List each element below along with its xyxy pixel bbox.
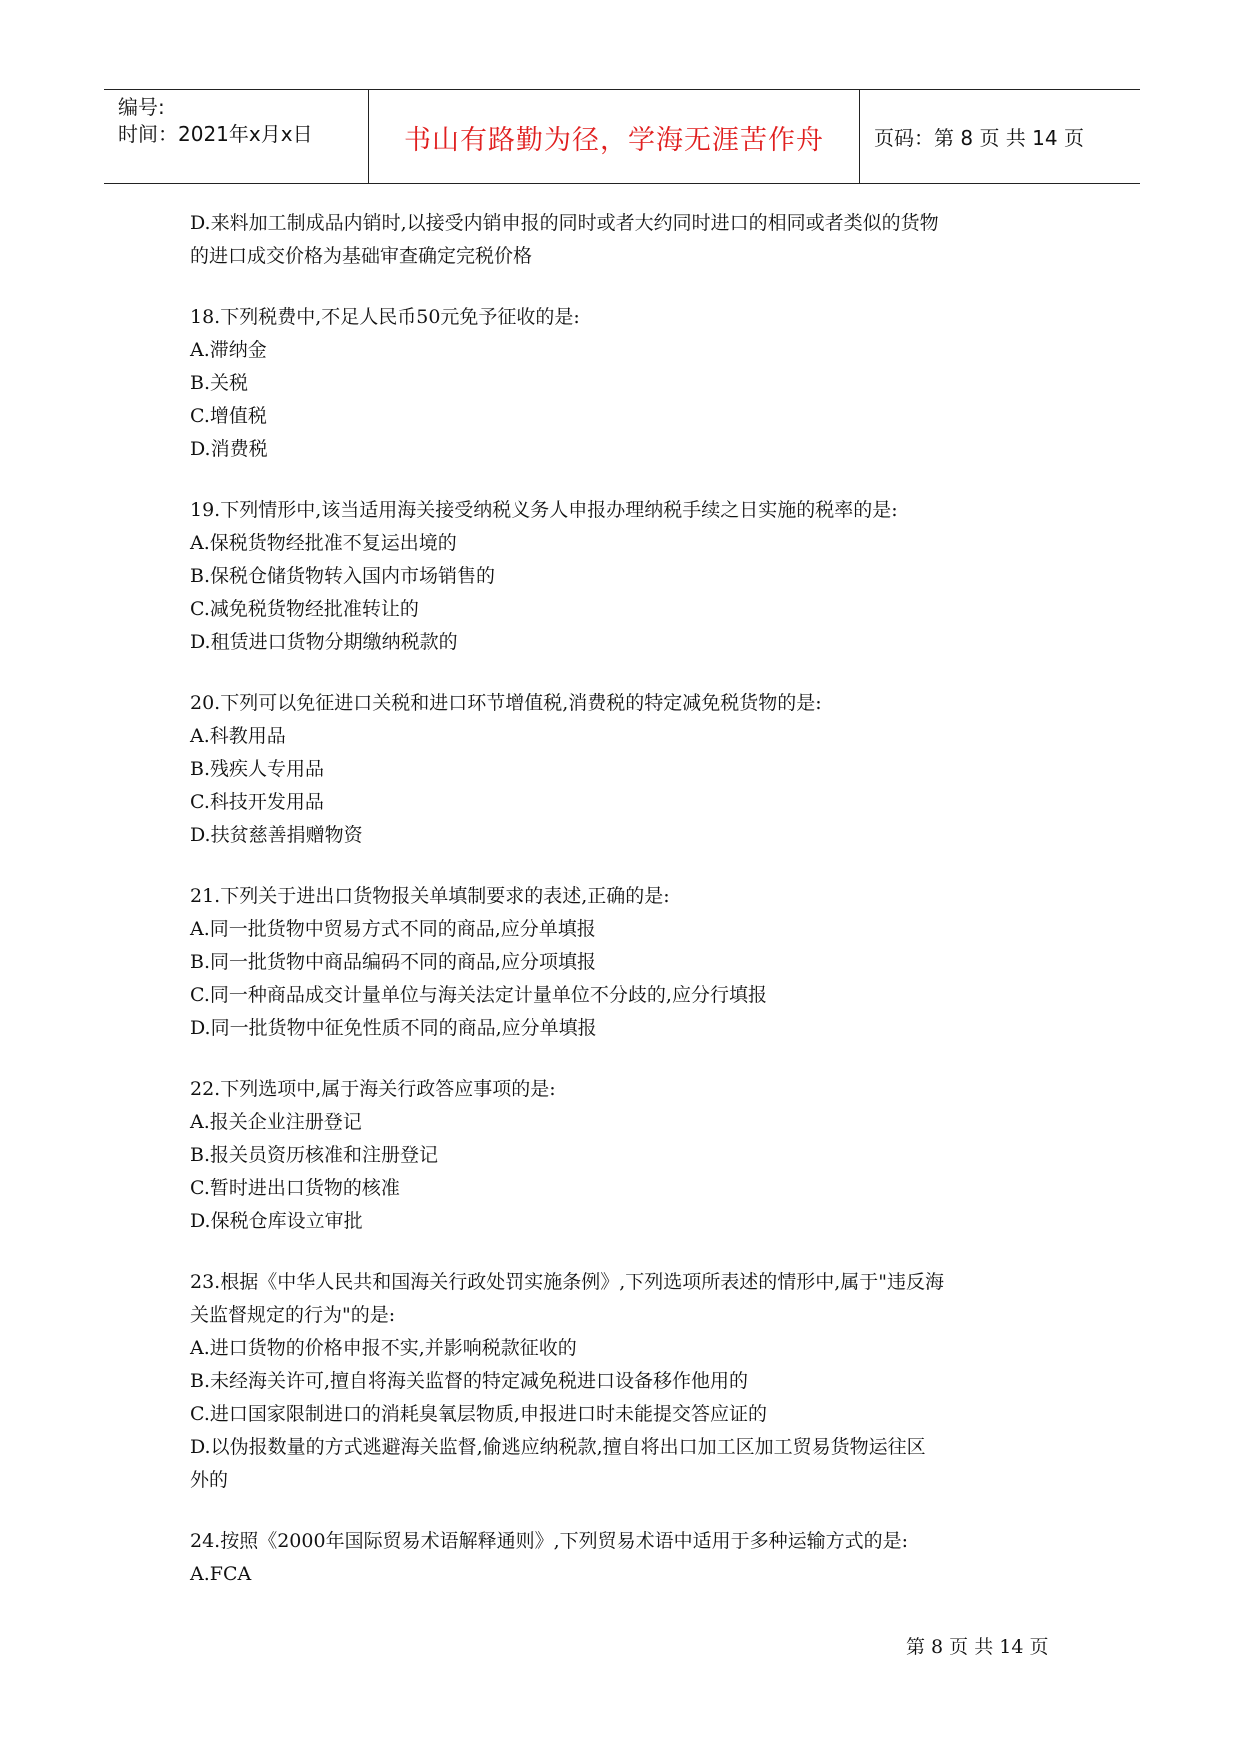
q24-stem: 24.按照《2000年国际贸易术语解释通则》,下列贸易术语中适用于多种运输方式的是: — [190, 1530, 909, 1552]
q22-option-c: C.暂时进出口货物的核准 — [190, 1177, 400, 1199]
q22-option-b: B.报关员资历核准和注册登记 — [190, 1144, 439, 1166]
q23-stem-line2: 关监督规定的行为"的是: — [190, 1304, 396, 1326]
q18-option-b: B.关税 — [190, 372, 249, 394]
q22-option-a: A.报关企业注册登记 — [190, 1111, 362, 1133]
q21-option-b: B.同一批货物中商品编码不同的商品,应分项填报 — [190, 951, 597, 973]
header-meta — [118, 90, 368, 187]
document-number-label: 编号: — [118, 95, 165, 119]
q21-option-c: C.同一种商品成交计量单位与海关法定计量单位不分歧的,应分行填报 — [190, 984, 767, 1006]
q23-option-a: A.进口货物的价格申报不实,并影响税款征收的 — [190, 1337, 577, 1359]
document-time-label: 时间：2021年x月x日 — [118, 122, 313, 146]
footer-page-number: 第 8 页 共 14 页 — [906, 1636, 1049, 1658]
q18-option-d: D.消费税 — [190, 438, 268, 460]
q23-option-b: B.未经海关许可,擅自将海关监督的特定减免税进口设备移作他用的 — [190, 1370, 749, 1392]
q23-option-d-line2: 外的 — [190, 1469, 229, 1491]
q18-option-c: C.增值税 — [190, 405, 267, 427]
header-page-info — [874, 90, 1140, 183]
q20-option-a: A.科教用品 — [190, 725, 286, 747]
q20-stem: 20.下列可以免征进口关税和进口环节增值税,消费税的特定减免税货物的是: — [190, 692, 822, 714]
q17-option-d-line2: 的进口成交价格为基础审查确定完税价格 — [190, 245, 533, 267]
header-motto: 书山有路勤为径，学海无涯苦作舟 — [404, 125, 824, 156]
q21-option-a: A.同一批货物中贸易方式不同的商品,应分单填报 — [190, 918, 596, 940]
page-header — [104, 89, 1140, 184]
q22-stem: 22.下列选项中,属于海关行政答应事项的是: — [190, 1078, 556, 1100]
q20-option-b: B.残疾人专用品 — [190, 758, 325, 780]
q21-option-d: D.同一批货物中征免性质不同的商品,应分单填报 — [190, 1017, 597, 1039]
q23-stem-line1: 23.根据《中华人民共和国海关行政处罚实施条例》,下列选项所表述的情形中,属于"违反海 — [190, 1271, 945, 1293]
q22-option-d: D.保税仓库设立审批 — [190, 1210, 363, 1232]
q17-option-d-line1: D.来料加工制成品内销时,以接受内销申报的同时或者大约同时进口的相同或者类似的货物 — [190, 212, 939, 234]
q20-option-c: C.科技开发用品 — [190, 791, 324, 813]
q19-stem: 19.下列情形中,该当适用海关接受纳税义务人申报办理纳税手续之日实施的税率的是: — [190, 499, 898, 521]
q20-option-d: D.扶贫慈善捐赠物资 — [190, 824, 363, 846]
q19-option-d: D.租赁进口货物分期缴纳税款的 — [190, 631, 458, 653]
q18-option-a: A.滞纳金 — [190, 339, 267, 361]
page-footer — [906, 1632, 1048, 1659]
header-motto-cell — [368, 90, 860, 183]
q19-option-c: C.减免税货物经批准转让的 — [190, 598, 419, 620]
q23-option-c: C.进口国家限制进口的消耗臭氧层物质,申报进口时未能提交答应证的 — [190, 1403, 767, 1425]
q19-option-a: A.保税货物经批准不复运出境的 — [190, 532, 457, 554]
header-page-number: 页码：第 8 页 共 14 页 — [874, 126, 1084, 150]
q18-stem: 18.下列税费中,不足人民币50元免予征收的是: — [190, 306, 580, 328]
q21-stem: 21.下列关于进出口货物报关单填制要求的表述,正确的是: — [190, 885, 670, 907]
q23-option-d-line1: D.以伪报数量的方式逃避海关监督,偷逃应纳税款,擅自将出口加工区加工贸易货物运往区 — [190, 1436, 926, 1458]
q19-option-b: B.保税仓储货物转入国内市场销售的 — [190, 565, 496, 587]
q24-option-a: A.FCA — [190, 1563, 252, 1585]
document-body — [190, 207, 1070, 1591]
